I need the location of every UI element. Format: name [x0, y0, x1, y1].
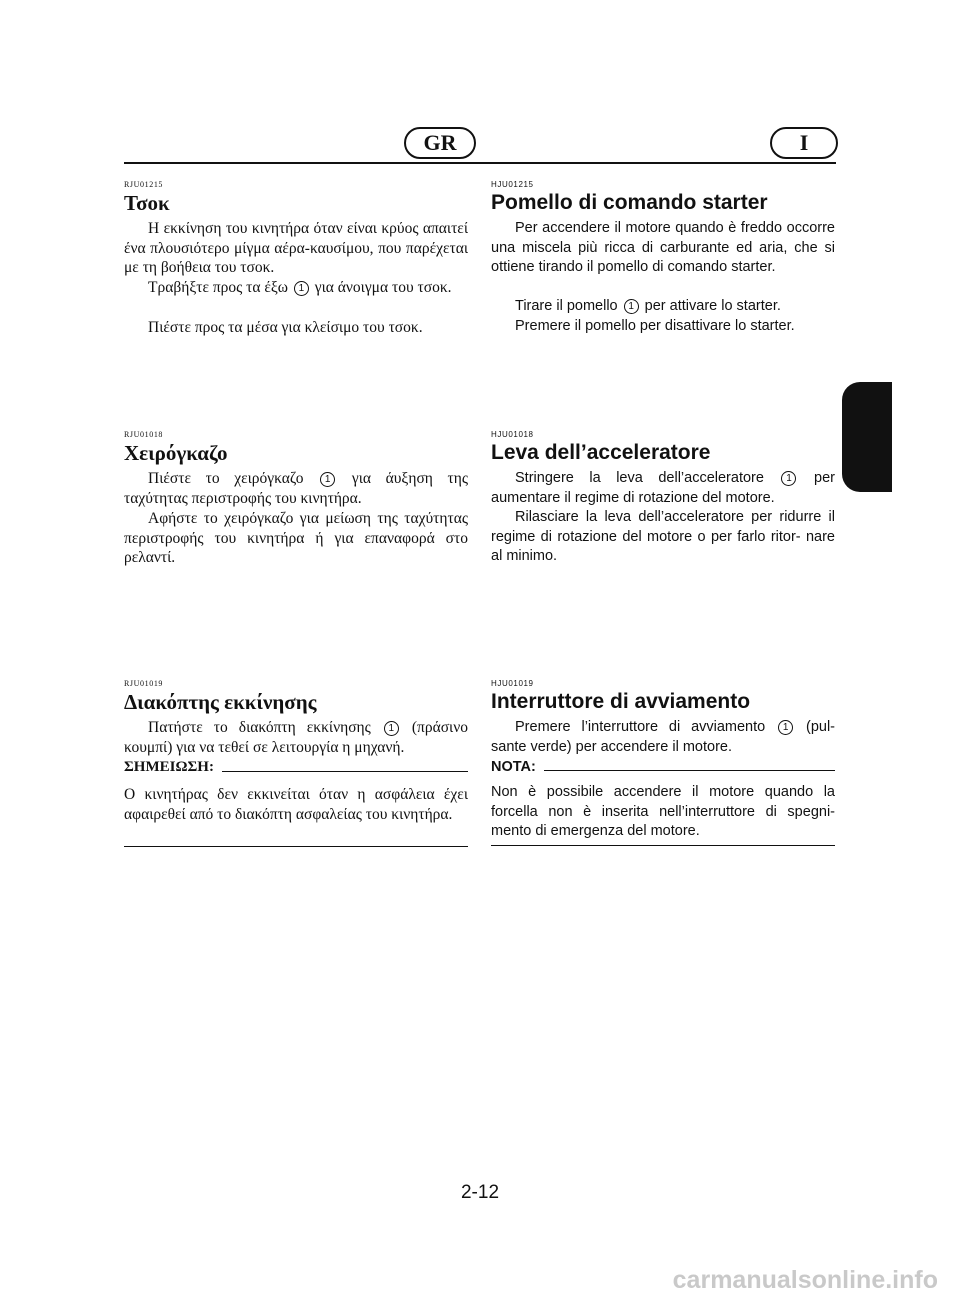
- section-code: RJU01019: [124, 679, 164, 688]
- text: για άυξηση της ταχύτητας περιστροφής του κινητήρα.: [124, 470, 469, 507]
- section-title-throttle-it: Leva dell’acceleratore: [491, 441, 711, 464]
- text: Πατήστε το διακόπτη εκκίνησης: [148, 719, 371, 736]
- paragraph: [124, 469, 468, 508]
- paragraph: [491, 297, 835, 317]
- language-badge-italian: I: [770, 127, 838, 159]
- text: per aumentare il regime di rotazione del motore.: [491, 470, 835, 506]
- note-label: ΣΗΜΕΙΩΣΗ:: [124, 759, 214, 775]
- note-header: [124, 759, 468, 776]
- page-number: 2-12: [460, 1182, 500, 1203]
- ref-number-circle: 1: [294, 281, 309, 296]
- note-header: [491, 759, 835, 775]
- note-end-rule: [491, 845, 835, 846]
- paragraph: Αφήστε το χειρόγκαζο για μείωση της ταχύτητας περιστροφής του κινητήρα ή για επαναφορά στο ρελαντί.: [124, 510, 468, 566]
- text: Tirare il pomello: [515, 298, 618, 314]
- text: (pul- sante verde) per accendere il motore.: [491, 719, 836, 755]
- text: για άνοιγμα του τσοκ.: [314, 279, 452, 296]
- watermark: carmanualsonline.info: [672, 1266, 938, 1294]
- section-tab-marker: [842, 382, 892, 492]
- section-title-start-gr: Διακόπτης εκκίνησης: [124, 690, 317, 714]
- paragraph: Premere il pomello per disattivare lo starter.: [515, 318, 795, 334]
- paragraph: Per accendere il motore quando è freddo occorre una miscela più ricca di carburante ed aria, che si ottiene tirando il pomello di comando starter.: [491, 220, 835, 275]
- paragraph: [124, 278, 468, 298]
- section-code: RJU01018: [124, 430, 164, 439]
- note-end-rule: [124, 846, 468, 847]
- ref-number-circle: 1: [781, 471, 796, 486]
- text: (πράσινο κουμπί) για να τεθεί σε λειτουργία η μηχανή.: [124, 719, 468, 756]
- text: Stringere la leva dell’acceleratore: [515, 470, 764, 486]
- paragraph: [491, 469, 835, 508]
- section-title-choke-gr: Τσοκ: [124, 191, 170, 215]
- ref-number-circle: 1: [384, 721, 399, 736]
- text: Τραβήξτε προς τα έξω: [148, 279, 289, 296]
- section-title-start-it: Interruttore di avviamento: [491, 690, 751, 713]
- note-text: Non è possibile accendere il motore quando la forcella non è inserita nell’interruttore di spegni- mento di emergenza del motore.: [491, 784, 835, 839]
- section-code: HJU01215: [491, 180, 534, 189]
- ref-number-circle: 1: [320, 472, 335, 487]
- ref-number-circle: 1: [778, 720, 793, 735]
- paragraph: Πιέστε προς τα μέσα για κλείσιμο του τσοκ.: [148, 319, 423, 336]
- note-rule: [222, 771, 468, 772]
- ref-number-circle: 1: [624, 299, 639, 314]
- text: per attivare lo starter.: [644, 298, 781, 314]
- section-code: RJU01215: [124, 180, 164, 189]
- section-code: HJU01019: [491, 679, 534, 688]
- section-title-throttle-gr: Χειρόγκαζο: [124, 441, 228, 465]
- header-rule: [124, 162, 836, 164]
- paragraph: [491, 718, 835, 757]
- section-code: HJU01018: [491, 430, 534, 439]
- section-title-choke-it: Pomello di comando starter: [491, 191, 768, 214]
- paragraph: [124, 718, 468, 757]
- paragraph: Rilasciare la leva dell’acceleratore per ridurre il regime di rotazione del motore o per farlo ritor- nare al minimo.: [491, 509, 835, 564]
- note-label: NOTA:: [491, 759, 536, 775]
- note-rule: [544, 770, 835, 771]
- text: Πιέστε το χειρόγκαζο: [148, 470, 304, 487]
- language-badge-greek: GR: [404, 127, 476, 159]
- text: Premere l’interruttore di avviamento: [515, 719, 766, 735]
- note-text: Ο κινητήρας δεν εκκινείται όταν η ασφάλεια έχει αφαιρεθεί από το διακόπτη ασφαλείας του κινητήρα.: [124, 786, 468, 823]
- paragraph: Η εκκίνηση του κινητήρα όταν είναι κρύος απαιτεί ένα πλουσιότερο μίγμα αέρα-καυσίμου, που παρέχεται με τη βοήθεια του τσοκ.: [124, 220, 468, 276]
